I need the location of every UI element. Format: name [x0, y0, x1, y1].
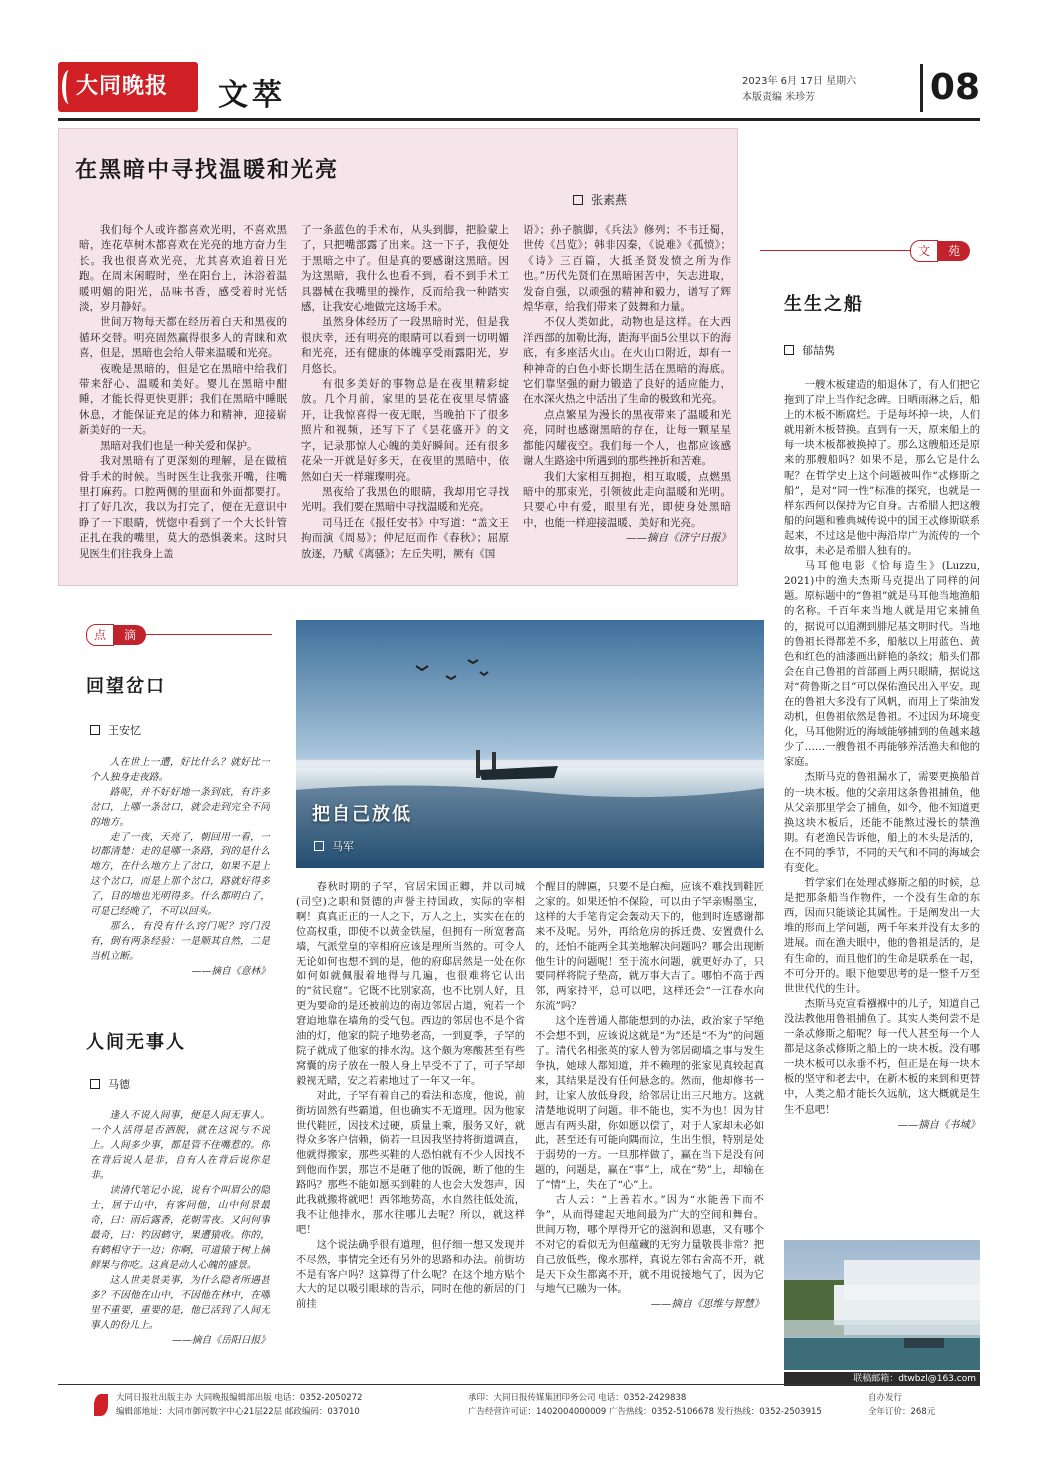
paragraph: 杰斯马克宣看襁褓中的儿子，知道自己没法教他用鲁祖捕鱼了。其实人类何尝不是一条忒修斯之船呢？每一代人甚至每一个人都是这条忒修斯之船上的一块木板。没有哪一块木板可以永垂不朽，但正是在每一块木板的坚守和老去中，在新木板的来到和更替中，人类之船才能长久远航，这大概就是生生不息吧！: [784, 997, 980, 1116]
author-box-icon: [784, 345, 794, 355]
paragraph: 路呢，并不好好地一条到底，有许多岔口，上哪一条岔口，就会走到完全不同的地方。: [90, 786, 270, 828]
footer-logo-icon: [94, 1394, 108, 1416]
paragraph: 春秋时期的子罕，官居宋国正卿，并以司城(司空)之职和贤德的声誉主持国政，实际的宰相啊！真真正正的一人之下，万人之上，实实在在的位高权重，即使不以黄金铁屋，但拥有一所宽奢高墙，气派堂皇的宰相府应该是理所当然的。可令人无论如何也想不到的是，他的府邸居然是一处在你如何如就佩服着地得与几遍，也很难将它认出的“贫民窟”。它既不比别家高，也不比别人好，且更为要命的是还被前边的南边邻居占道，宛若一个窘迫地靠在墙角的受气包。西边的邻居也不是个省油的灯，他家的院子地势老高，一到夏季，子罕的院子就成了他家的排水沟。这个颇为寒酸甚至有些窝囊的房子放在一般人身上早受不了了，可子罕却毅视无睹，安之若素地过了一年又一年。: [296, 881, 525, 1087]
paragraph: 我对黑暗有了更深刻的理解，是在做植骨手术的时候。当时医生让我张开嘴，往嘴里打麻药。口腔两侧的里面和外面都要打。打了好几次，我以为打完了，便在无意识中睁了一下眼睛，恍惚中看到了一个大长针管正扎在我的嘴里，莫大的恐惧袭来。这时只见医生们往我身上盖: [79, 455, 287, 560]
tag-right: 滴: [114, 625, 146, 645]
article-body-wushi: [90, 1108, 270, 1370]
wenyuan-source: ——摘自《书城》: [897, 1118, 980, 1131]
paragraph: 这个连普通人都能想到的办法，政治家子罕绝不会想不到，应该说这就是“为”还是“不为”的问题了。清代名相张英的家人曾为邻居砌墙之事与发生争执，她球人都知道，并不赖理的张家见真较起真来，其结果是没有任何悬念的。然而，他却修书一封，让家人放低身段，给邻居让出三尺地方。这就清楚地说明了问题。非不能也，实不为也！因为甘愿吉有两头甜，你如愿以偿了，对于人家却未必如此，甚至还有可能向隅而泣，生出生恨，特别是处于弱势的一方。一旦那样做了，赢在当下是没有问题的，问题是，赢在“事”上，成在“势”上，却输在了“情”上，失在了“心”上。: [535, 1015, 764, 1192]
paragraph: 点点繁星为漫长的黑夜带来了温暖和光亮，同时也感谢黑暗的存在，让每一颗星星都能闪耀夜空。我们每一个人，也都应该感谢人生路途中所遇到的那些挫折和苦难。: [523, 408, 731, 468]
feature-columns: [79, 223, 731, 583]
tag-left: 点: [86, 624, 114, 646]
paragraph: 虽然身体经历了一段黑暗时光，但是我很庆幸，还有明亮的眼睛可以看到一切明媚和光亮，还有健康的体魄享受雨露阳光，岁月悠长。: [301, 316, 509, 375]
footer-line: 大同日报社出版主办 大同晚报编辑部出版 电话：0352-2050272: [116, 1393, 363, 1403]
paragraph: 个醒目的牌匾，只要不是白痴，应该不难找到鞋匠之家的。如果还怕不保险，可以由子罕亲赐墨宝，这样的大手笔肯定会轰动天下的，他到时连感谢都来不及呢。另外，再给危房的拆迁费、安置费什么的，还怕不能两全其美地解决问题吗？哪会出现断他生计的问题呢！至于流水问题，就更好办了，只要同样将院子垫高，就万事大吉了。哪怕不高于西邻，两家持平，总可以吧，这样还会“一江春水向东流”吗？: [535, 881, 764, 1013]
article-title-huiwang: 回望岔口: [86, 676, 166, 697]
paragraph: 黑暗对我们也是一种关爱和保护。: [100, 439, 258, 452]
paragraph: 那么，有没有什么窍门呢？窍门没有，倒有两条经验：一是顺其自然，二是当机立断。: [90, 920, 270, 962]
page-number: 08: [920, 64, 980, 112]
footer-line: 广告经营许可证：1402004000009 广告热线：0352-5106678 发行热线：0352-2503915: [468, 1407, 822, 1417]
footer-line: 编辑部地址：大同市御河数字中心21层22层 邮政编码：037010: [116, 1407, 360, 1417]
paragraph: 了一条蓝色的手术布，从头到脚，把脸蒙上了，只把嘴部露了出来。这一下子，我便处于黑暗之中了。但是真的要感谢这黑暗。因为这黑暗，我什么也看不到，看不到手术工具器械在我嘴里的操作，反而给我一种踏实感，让我安心地做完这场手术。: [301, 224, 509, 314]
logo-text: 大同晚报: [76, 74, 169, 99]
footer-line: 承印：大同日报传媒集团印务公司 电话：0352-2429838: [468, 1393, 687, 1403]
masthead-info: [742, 74, 856, 106]
paragraph: 逢人不说人间事，便是人间无事人。一个人活得是否洒脱，就在这说与不说上。人间多少事，都是管不住嘴惹的。你在背后说人是非，自有人在背后说你是非。: [90, 1110, 270, 1181]
paragraph: 杰斯马克的鲁祖漏水了，需要更换船首的一块木板。他的父亲用这条鲁祖捕鱼，他从父亲那里学会了捕鱼，如今，他不知道更换这块木板后，还能不能熬过漫长的禁渔期。有老渔民告诉他，船上的木头是活的，在不同的季节，不同的天气和不同的海域会有变化。: [784, 771, 980, 874]
article-body-huiwang: [90, 756, 270, 1012]
newspaper-logo: [58, 62, 198, 112]
paragraph: 这人世美景美事，为什么隐者所遇甚多？不因他在山中，不因他在林中，在哪里不重要，重要的是，他已活到了人间无事人的份儿上。: [90, 1275, 270, 1331]
feature-source: ——摘自《济宁日报》: [626, 532, 731, 545]
footer-line: 全年订价：268元: [868, 1407, 936, 1417]
wenyuan-author: 郁喆隽: [784, 342, 835, 358]
article-author-huiwang: 王安忆: [90, 722, 141, 738]
paragraph: 哲学家们在处理忒修斯之船的时候，总是把那条船当作物件，一个没有生命的东西，因而只能谈论其属性。于是阐发出一大堆的形而上学问题，两千年来并没有太多的进展。而在渔夫眼中，他的鲁祖是活的，是有生命的，而且他们的生命是联系在一起，不可分开的。眼下他要思考的是一整千万至世世代代的生计。: [784, 877, 980, 995]
section-title: 文萃: [218, 78, 286, 113]
logo-flame-icon: [62, 70, 76, 104]
paragraph: 有很多美好的事物总是在夜里精彩绽放。几个月前，家里的昙花在夜里尽情盛开，让我惊喜得一夜无眠，当晚拍下了很多照片和视频，还写下了《昙花盛开》的文字，记录那惊人心魄的美好瞬间。还有很多花朵一开就是好多天，在夜里的黑暗中，依然如白天一样璀璨明亮。: [301, 378, 509, 483]
masthead-rule: [58, 118, 980, 121]
paragraph: 读清代笔记小说，说有个叫眉公的隐士，居于山中，有客问他，山中何景最奇，曰：雨后露香，花朝雪夜。又问何事最奇，曰：钓因鹤守，果遭猿收。你的，有鹤相守于一边；你啊，可道猿于树上摘鲜果与你吃。这真是动人心魄的盛景。: [90, 1185, 270, 1271]
waterfall-photo: [784, 1240, 980, 1370]
editor-line: 本版责编 米珍芳: [742, 92, 816, 103]
lake-photo: [296, 620, 764, 868]
tag-left: 文: [910, 240, 938, 262]
lake-image: [296, 620, 764, 868]
article-source: ——摘自《岳阳日报》: [172, 1335, 270, 1346]
feature-col-1: [79, 223, 287, 583]
paragraph: 我们每个人或许都喜欢光明，不喜欢黑暗，连花草树木都喜欢在光亮的地方奋力生长。我也很喜欢光亮，尤其喜欢追着日光跑。在周末闲暇时，坐在阳台上，沐浴着温暖明媚的阳光，品味书香，感受着时光恬淡，岁月静好。: [79, 224, 287, 314]
wenyuan-tag-line: [760, 250, 910, 251]
feature-article: [58, 128, 738, 586]
article-title-wushi: 人间无事人: [86, 1032, 186, 1053]
masthead: [58, 62, 980, 120]
article-source: ——摘自《意林》: [191, 965, 270, 977]
story-author: 马军: [314, 838, 354, 854]
story-col-1: [296, 880, 525, 1370]
paragraph: 一艘木板建造的船退休了，有人们把它拖到了岸上当作纪念碑。日晒雨淋之后，船上的木板不断腐烂。于是每坏掉一块，人们就用新木板替换。直到有一天，原来船上的每一块木板都被换掉了。那么这艘船还是原来的那艘船吗？如果不是，那么它是什么呢？在哲学史上这个问题被叫作“忒修斯之船”，是对“同一性”标准的探究，也就是一样东西何以保持为它自身。古希腊人把这艘船的问题和雅典城传说中的国王忒修斯联系起来，不过这是他中海沿岸广为流传的一个故事，未必是希腊人独有的。: [784, 379, 980, 558]
paragraph: 对此，子罕有着自己的看法和态度，他说，前街坊固然有些霸道，但也确实不无道理。因为他家世代鞋匠，因技术过硬，质量上乘，服务又好，就得众多客户信赖，倘若一旦因我坚持将街道调直，他就得搬家，那些买鞋的人恐怕就有不少人因找不到他而作罢，那岂不是砸了他的饭碗，断了他的生路吗？那些不能如愿买到鞋的人也会大发怨声，因此我就搬将就吧！西邻地势高，水自然往低处流，我不让他排水，那水往哪儿去呢？所以，就这样吧！: [296, 1089, 525, 1236]
article-author-wushi: 马德: [90, 1076, 130, 1092]
tag-right: 苑: [938, 241, 970, 261]
feature-col-3: [523, 223, 731, 583]
paragraph: 世间万物每天都在经历着白天和黑夜的循环交替。明亮固然赢得很多人的青睐和欢喜，但是，黑暗也会给人带来温暖和光亮。: [79, 316, 287, 360]
author-box-icon: [90, 725, 100, 735]
paragraph: 马耳他电影《恰每造生》(Luzzu, 2021)中的渔夫杰斯马克提出了同样的问题。原标题中的“鲁祖”就是马耳他当地渔船的名称。千百年来当地人就是用它来捕鱼的，据说可以追溯到腓尼基文明时代。当地的鲁祖长得都差不多，船舷以上用蓝色、黄色和红色的油漆画出鲜艳的条纹；船头们都会在自己鲁祖的首部画上两只眼睛，据说这对“荷鲁斯之目”可以保佑渔民出入平安。现在的鲁祖大多没有了风帆，而用上了柴油发动机，但鲁祖依然是鲁祖。不过因为环境变化，马耳他附近的海域能够捕到的鱼越来越少了……一艘鲁祖不再能够养活渔夫和他的家庭。: [784, 560, 980, 769]
wenyuan-body: [784, 378, 980, 1230]
paragraph: 夜晚是黑暗的，但是它在黑暗中给我们带来舒心、温暖和美好。婴儿在黑暗中酣睡，才能长得更快更胖；我们在黑暗中睡眠休息，才能保证充足的体力和精神，迎接崭新美好的一天。: [79, 362, 287, 437]
footer: [58, 1392, 980, 1432]
story-col-2: [535, 880, 764, 1370]
author-box-icon: [314, 841, 324, 851]
story-columns: [296, 880, 764, 1370]
paragraph: 走了一夜，天亮了，朝回用一看，一切都清楚：走的是哪一条路，到的是什么地方，在什么地方上了岔口，如果不是上这个岔口，而是上那个岔口，路就好得多了，目的地也光明得多。什么都明白了，可是已经晚了，不可以回头。: [90, 831, 270, 918]
author-box-icon: [90, 1079, 100, 1089]
paragraph: 这个说法确乎很有道理，但仔细一想又发现并不尽然，事情完全还有另外的思路和办法。前街坊不是有客户吗？这算得了什么呢？在这个地方贴个大大的足以吸引眼球的告示，同时在他的新居的门前挂: [296, 1238, 525, 1311]
feature-author: 张素燕: [573, 191, 627, 208]
email-bar: 联稿邮箱：dtwbzl@163.com: [784, 1372, 980, 1386]
date-line: 2023年 6月 17日 星期六: [742, 76, 857, 87]
footer-line: 自办发行: [868, 1393, 903, 1403]
paragraph: 语》；孙子膑脚，《兵法》修列；不韦迁蜀，世传《吕览》；韩非囚秦，《说难》《孤愤》；《诗》三百篇，大抵圣贤发愤之所为作也。”历代先贤们在黑暗困苦中，矢志进取，发奋自强，以顽强的精神和毅力，谱写了辉煌华章，给我们带来了鼓舞和力量。: [523, 224, 731, 314]
paragraph: 我们大家相互拥抱，相互取暖，点燃黑暗中的那束光，引领彼此走向温暖和光明。只要心中有爱，眼里有光，即使身处黑暗中，也能一样迎接温暖、美好和光亮。: [523, 470, 731, 529]
dianti-tag: [86, 624, 146, 644]
story-source: ——摘自《思维与智慧》: [650, 1298, 764, 1311]
paragraph: 不仅人类如此，动物也是这样。在大西洋西部的加勒比海，距海平面5公里以下的海底，有多座活火山。在火山口附近，却有一种神奇的白色小虾长期生活在黑暗的海底。它们靠坚强的耐力锻造了良好的适应能力，在水深火热之中活出了生命的极致和光亮。: [523, 316, 731, 406]
feature-col-2: [301, 223, 509, 583]
paragraph: 古人云：“上善若水。”因为“水能善下而不争”，从而得建起天地间最为广大的空间和舞台。世间万物，哪个厚得开它的滋润和恩惠，又有哪个不对它的看似无为但蕴藏的无穷力量敬畏非常？把自己放低些，像水那样，真说左邻右舍高不开，就是天下众生都离不开，就不用说接地气了，因为它与地气已融为一体。: [535, 1194, 764, 1296]
dianti-tag-line: [146, 634, 272, 635]
paragraph: 人在世上一遭，好比什么？就好比一个人独身走夜路。: [90, 757, 270, 783]
author-box-icon: [573, 195, 583, 205]
footer-rule: [58, 1384, 980, 1385]
waterfall-image: [784, 1240, 980, 1370]
wenyuan-tag: [910, 240, 970, 260]
wenyuan-title: 生生之船: [784, 294, 864, 315]
paragraph: 黑夜给了我黑色的眼睛，我却用它寻找光明。我们要在黑暗中寻找温暖和光亮。: [301, 485, 509, 514]
paragraph: 司马迁在《报任安书》中写道：“盖文王拘而演《周易》；仲尼厄而作《春秋》；屈原放逐，乃赋《离骚》；左丘失明，厥有《国: [301, 516, 509, 560]
feature-title: 在黑暗中寻找温暖和光亮: [75, 157, 340, 183]
story-title: 把自己放低: [312, 804, 412, 825]
